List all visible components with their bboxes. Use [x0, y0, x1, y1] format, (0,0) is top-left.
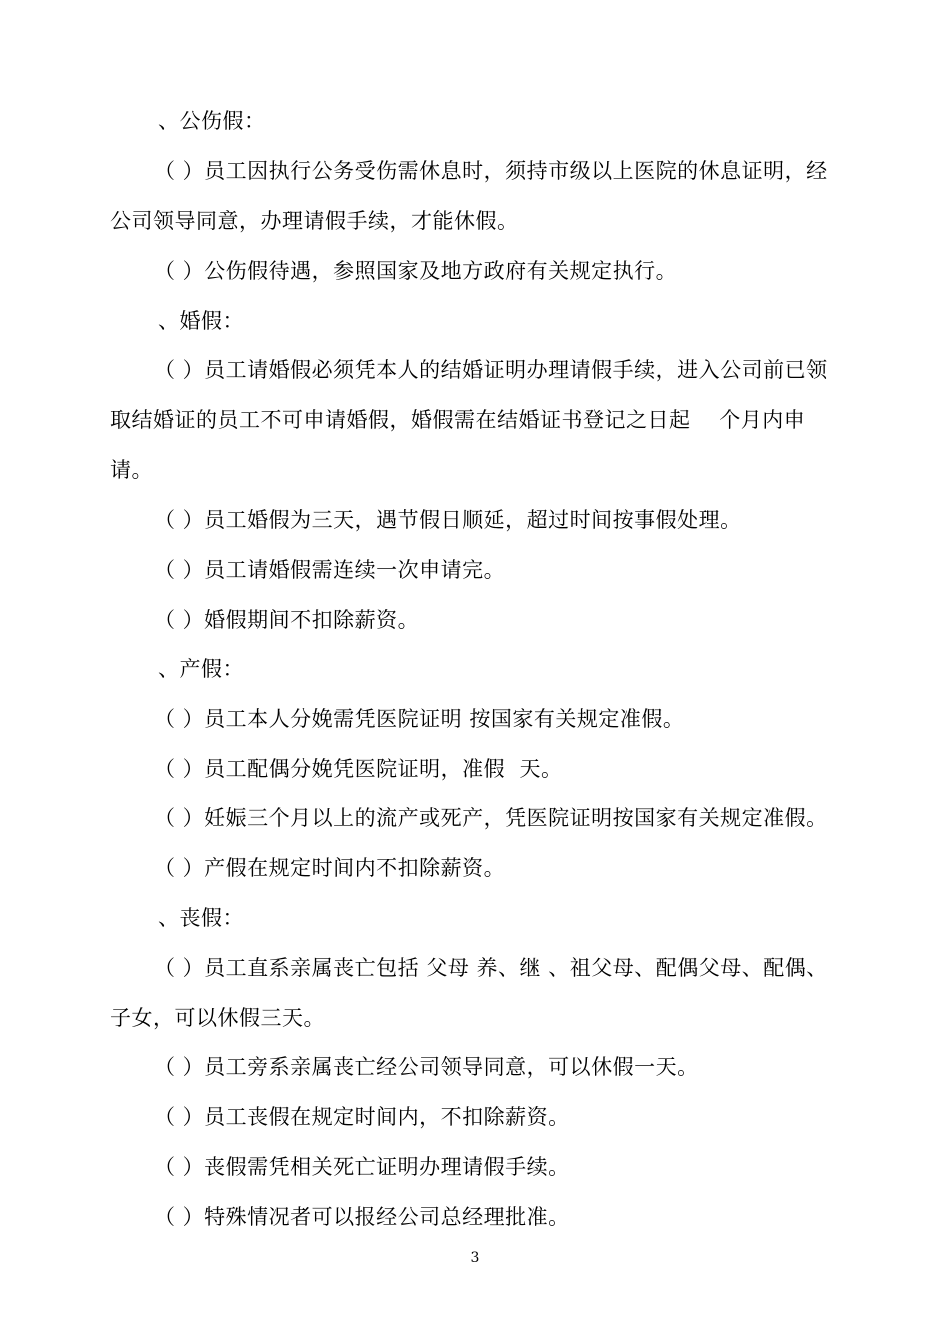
section-heading-work-injury-leave: 、公伤假： — [158, 109, 266, 133]
paragraph-line: （ ）员工因执行公务受伤需休息时，须持市级以上医院的休息证明，经 — [154, 159, 828, 183]
paragraph-line: （ ）产假在规定时间内不扣除薪资。 — [154, 856, 506, 880]
paragraph-line: （ ）员工直系亲属丧亡包括 父母 养、继 、祖父母、配偶父母、配偶、 — [154, 956, 828, 980]
paragraph-line: （ ）员工婚假为三天，遇节假日顺延，超过时间按事假处理。 — [154, 508, 742, 532]
section-heading-bereavement-leave: 、丧假： — [158, 906, 244, 930]
paragraph-line: （ ）丧假需凭相关死亡证明办理请假手续。 — [154, 1155, 570, 1179]
section-heading-maternity-leave: 、产假： — [158, 657, 244, 681]
paragraph-line: （ ）员工丧假在规定时间内，不扣除薪资。 — [154, 1105, 570, 1129]
paragraph-line: （ ）员工旁系亲属丧亡经公司领导同意，可以休假一天。 — [154, 1055, 699, 1079]
paragraph-line: 请。 — [110, 458, 153, 482]
paragraph-line: （ ）婚假期间不扣除薪资。 — [154, 608, 420, 632]
paragraph-line: （ ）特殊情况者可以报经公司总经理批准。 — [154, 1205, 570, 1229]
paragraph-line: （ ）员工本人分娩需凭医院证明 按国家有关规定准假。 — [154, 707, 685, 731]
paragraph-line: （ ）妊娠三个月以上的流产或死产，凭医院证明按国家有关规定准假。 — [154, 806, 828, 830]
paragraph-line: （ ）员工请婚假需连续一次申请完。 — [154, 558, 506, 582]
section-heading-marriage-leave: 、婚假： — [158, 309, 244, 333]
paragraph-line: （ ）员工配偶分娩凭医院证明，准假 天。 — [154, 757, 563, 781]
paragraph-line: 子女，可以休假三天。 — [110, 1006, 325, 1030]
paragraph-line: 公司领导同意，办理请假手续，才能休假。 — [110, 209, 519, 233]
paragraph-line: 取结婚证的员工不可申请婚假，婚假需在结婚证书登记之日起 个月内申 — [110, 408, 806, 432]
paragraph-line: （ ）公伤假待遇，参照国家及地方政府有关规定执行。 — [154, 259, 678, 283]
page-number: 3 — [470, 1250, 480, 1266]
paragraph-line: （ ）员工请婚假必须凭本人的结婚证明办理请假手续，进入公司前已领 — [154, 358, 828, 382]
